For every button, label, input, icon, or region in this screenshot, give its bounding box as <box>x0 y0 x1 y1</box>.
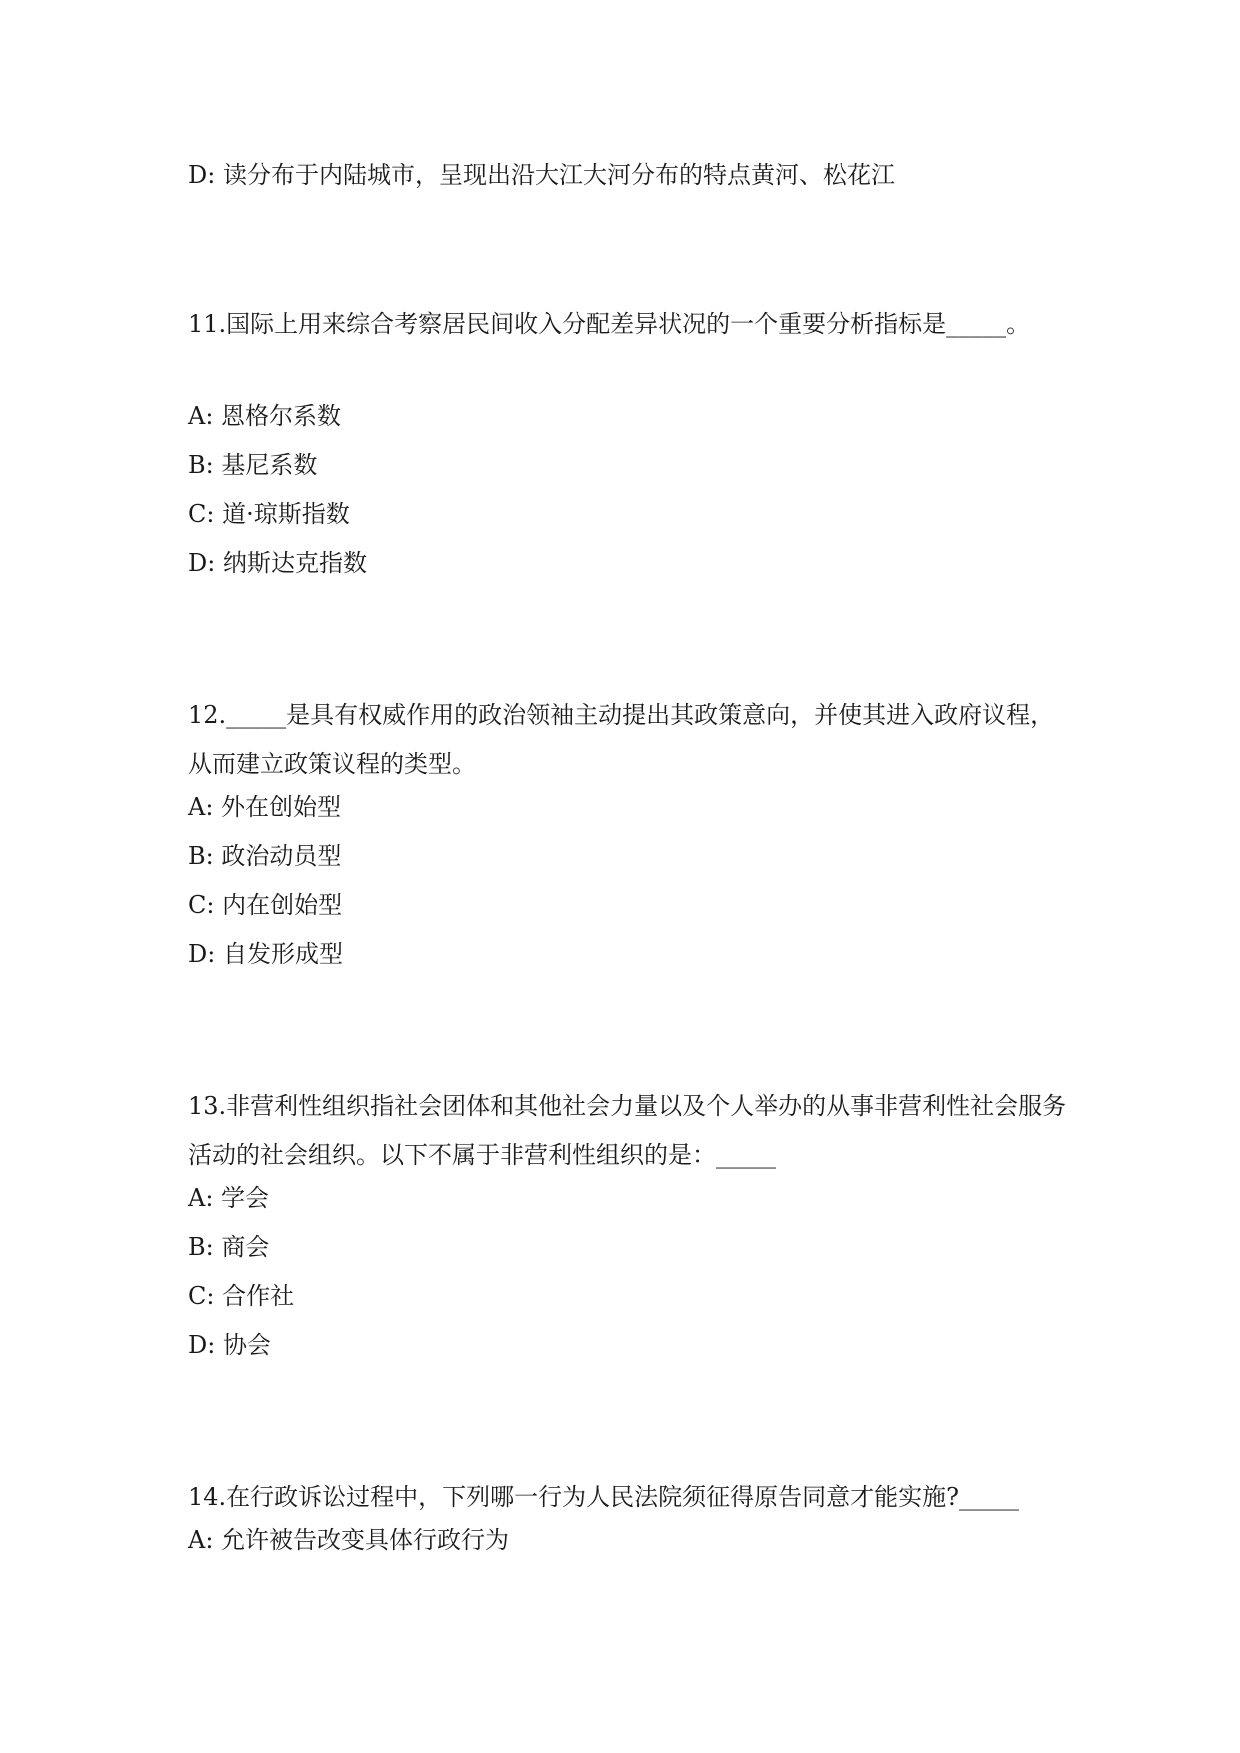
q12-option-d: D: 自发形成型 <box>188 940 343 968</box>
q13-option-a: A: 学会 <box>188 1184 270 1212</box>
q14-option-a: A: 允许被告改变具体行政行为 <box>188 1526 510 1554</box>
q12-option-c: C: 内在创始型 <box>188 891 343 919</box>
prev-option-d: D: 读分布于内陆城市，呈现出沿大江大河分布的特点黄河、松花江 <box>188 161 895 189</box>
q11-option-a: A: 恩格尔系数 <box>188 402 342 430</box>
question-11-text: 11.国际上用来综合考察居民间收入分配差异状况的一个重要分析指标是_____。 <box>188 310 1031 338</box>
q13-option-d: D: 协会 <box>188 1331 271 1359</box>
q12-option-a: A: 外在创始型 <box>188 793 342 821</box>
q11-option-c: C: 道·琼斯指数 <box>188 500 350 528</box>
q11-option-d: D: 纳斯达克指数 <box>188 549 367 577</box>
q12-option-b: B: 政治动员型 <box>188 842 342 870</box>
q11-option-b: B: 基尼系数 <box>188 451 318 479</box>
q13-option-c: C: 合作社 <box>188 1282 295 1310</box>
question-12-text: 12._____是具有权威作用的政治领袖主动提出其政策意向，并使其进入政府议程，从而建立政策议程的类型。 <box>188 701 1055 778</box>
question-14-text: 14.在行政诉讼过程中，下列哪一行为人民法院须征得原告同意才能实施?_____ <box>188 1483 1020 1511</box>
q13-option-b: B: 商会 <box>188 1233 270 1261</box>
question-13-text: 13.非营利性组织指社会团体和其他社会力量以及个人举办的从事非营利性社会服务活动的社会组织。以下不属于非营利性组织的是：_____ <box>188 1092 1067 1169</box>
